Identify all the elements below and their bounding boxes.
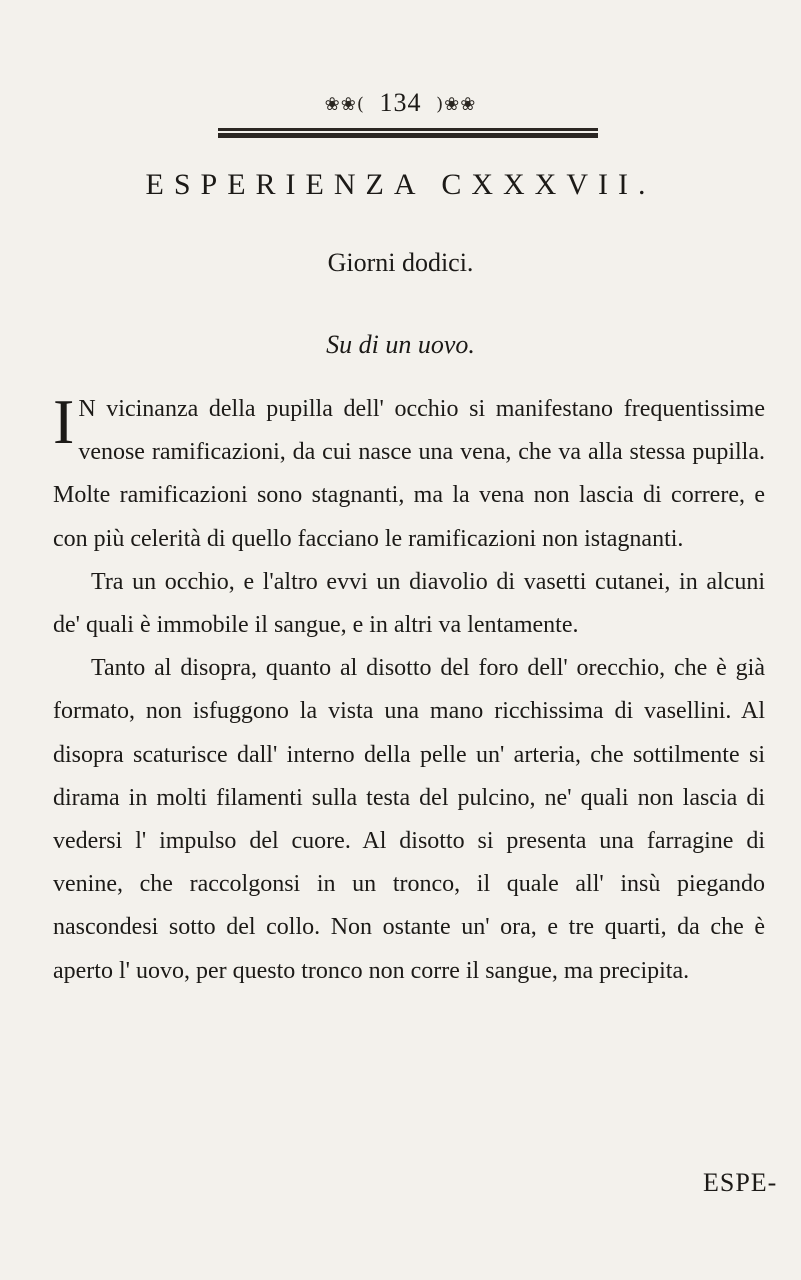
body-text <box>53 388 765 993</box>
experiment-duration: Giorni dodici. <box>327 248 474 277</box>
ornament-left: ❀❀( <box>324 94 365 115</box>
running-header <box>0 88 801 118</box>
paragraph-1-text: N vicinanza della pupilla dell' occhio si manifestano frequentissime venose ramificazioni, da cui nasce una vena, che va alla stessa pupilla. Molte ramificazioni sono stagnanti, ma la vena non lascia di correre, e con più celerità di quello facciano le ramificazioni non istagnanti. <box>53 396 765 552</box>
paragraph-2: Tra un occhio, e l'altro evvi un diavolio di vasetti cutanei, in alcuni de' quali è immobile il sangue, e in altri va lentamente. <box>53 568 765 639</box>
drop-capital: I <box>53 386 75 457</box>
ornament-right: )❀❀ <box>436 94 477 115</box>
catchword: ESPE- <box>703 1168 778 1197</box>
paragraph-1 <box>53 388 765 561</box>
experiment-subject: Su di un uovo. <box>326 330 475 359</box>
header-rule <box>218 128 598 138</box>
page-number: 134 <box>379 88 422 117</box>
paragraph-3: Tanto al disopra, quanto al disotto del foro dell' orecchio, che è già formato, non isfuggono la vista una mano ricchissima di vasellini. Al disopra scaturisce dall' interno della pelle un' arteria, che sottilmente si dirama in molti filamenti sulla testa del pulcino, ne' quali non lascia di vedersi l' impulso del cuore. Al disotto si presenta una farragine di venine, che raccolgonsi in un tronco, il quale all' insù piegando nascondesi sotto del collo. Non ostante un' ora, e tre quarti, da che è aperto l' uovo, per questo tronco non corre il sangue, ma precipita. <box>53 655 765 984</box>
experiment-title: ESPERIENZA CXXXVII. <box>145 168 656 201</box>
